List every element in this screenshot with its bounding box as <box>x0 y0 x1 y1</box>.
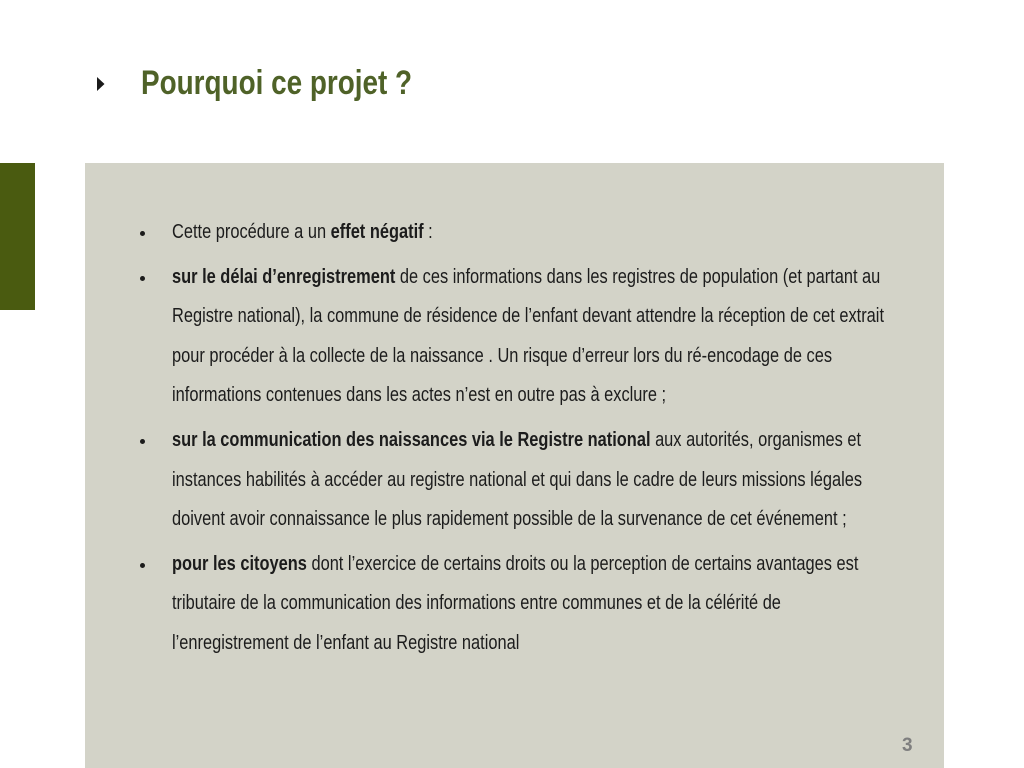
bullet-item <box>172 258 887 416</box>
bullet-text-segment: Registre national), la commune de résidence de l’enfant devant attendre la réception de cet extrait <box>172 305 885 328</box>
bullet-dot-icon <box>140 439 145 444</box>
bullet-line <box>172 624 885 664</box>
bullet-line <box>172 258 885 298</box>
bullet-text <box>172 213 885 253</box>
bullet-text-segment: dont l’exercice de certains droits ou la perception de certains avantages est <box>306 552 859 575</box>
bullet-text-segment: de ces informations dans les registres de population (et partant au <box>395 265 881 288</box>
slide-title: Pourquoi ce projet ? <box>141 64 413 102</box>
bullet-item <box>172 213 887 253</box>
bullet-text-segment: instances habilités à accéder au registre national et qui dans le cadre de leurs missions légales <box>172 468 863 491</box>
bullet-text-segment: Cette procédure a un <box>172 221 331 243</box>
bullet-line <box>172 337 885 377</box>
bullet-dot-icon <box>140 231 145 236</box>
bullet-line <box>172 297 885 337</box>
bullet-emphasis: sur la communication des naissances via le Registre national <box>172 428 651 451</box>
bullet-line <box>172 213 885 253</box>
bullet-text-segment: tributaire de la communication des informations entre communes et de la célérité de <box>172 592 781 615</box>
bullet-text-segment: informations contenues dans les actes n’est en outre pas à exclure ; <box>172 384 667 407</box>
bullet-dot-icon <box>140 276 145 281</box>
bullet-text <box>172 545 885 664</box>
bullet-list <box>172 213 887 664</box>
caret-right-icon <box>96 76 106 92</box>
bullet-item <box>172 421 887 540</box>
bullet-text-segment: pour procéder à la collecte de la naissance . Un risque d’erreur lors du ré-encodage de ces <box>172 344 833 367</box>
bullet-text-segment: doivent avoir connaissance le plus rapidement possible de la survenance de cet événement ; <box>172 508 847 531</box>
bullet-line <box>172 500 885 540</box>
bullet-emphasis: pour les citoyens <box>172 552 307 575</box>
bullet-emphasis: effet négatif <box>330 221 424 243</box>
bullet-emphasis: sur le délai d’enregistrement <box>172 265 396 288</box>
accent-bar <box>0 163 35 310</box>
bullet-dot-icon <box>140 563 145 568</box>
page-number: 3 <box>902 735 913 756</box>
bullet-item <box>172 545 887 664</box>
bullet-line <box>172 421 885 461</box>
bullet-line <box>172 584 885 624</box>
bullet-line <box>172 461 885 501</box>
bullet-line <box>172 376 885 416</box>
bullet-text-segment: : <box>423 221 433 243</box>
bullet-text <box>172 258 885 416</box>
bullet-text-segment: aux autorités, organismes et <box>650 428 862 451</box>
bullet-line <box>172 545 885 585</box>
bullet-text <box>172 421 885 540</box>
bullet-text-segment: l’enregistrement de l’enfant au Registre national <box>172 631 520 654</box>
